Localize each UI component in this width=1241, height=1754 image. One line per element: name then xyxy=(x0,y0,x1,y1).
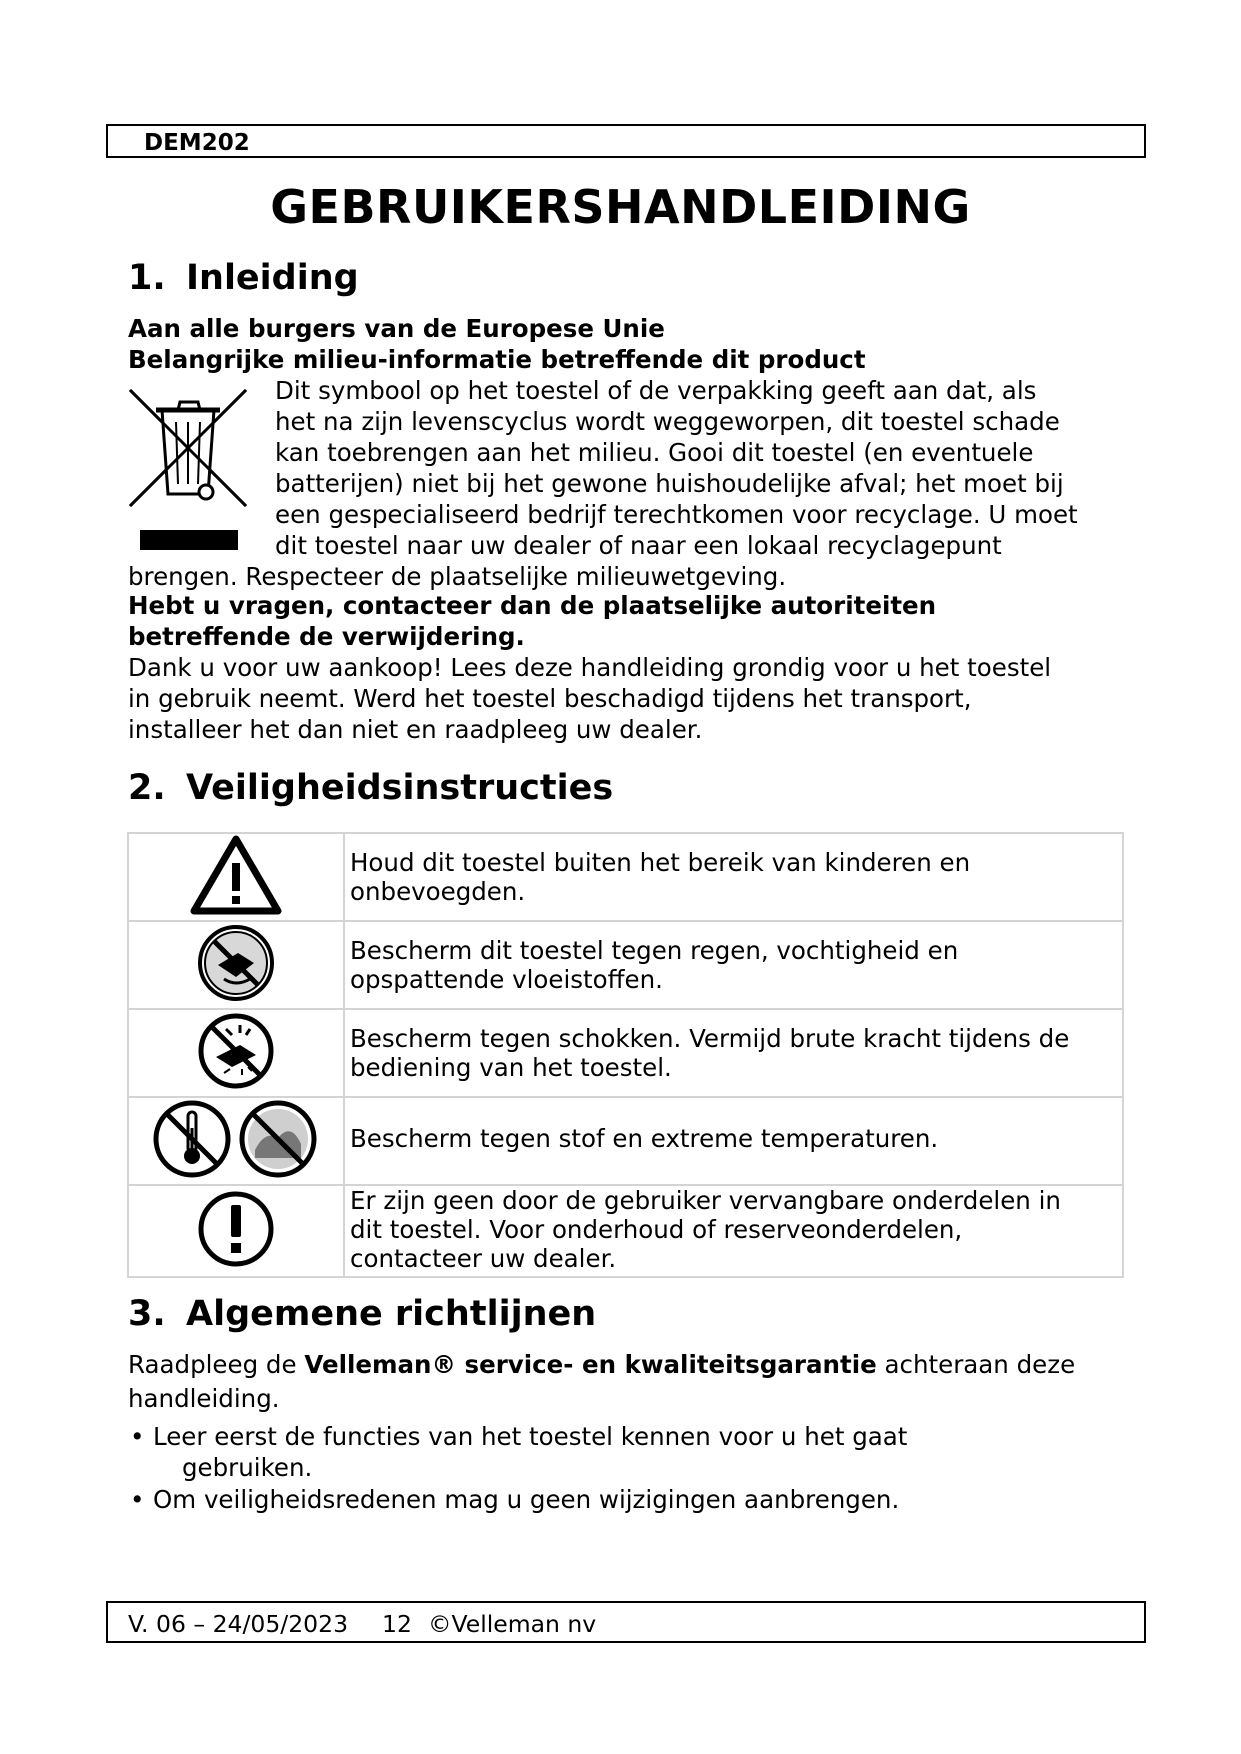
contact-text: Hebt u vragen, contacteer dan de plaatselijke autoriteiten xyxy=(128,591,937,620)
intro-text: achteraan deze xyxy=(876,1350,1076,1379)
safety-row xyxy=(128,833,1123,921)
section-title: Algemene richtlijnen xyxy=(186,1294,597,1334)
section-number: 1. xyxy=(128,258,166,298)
safety-icon-cell xyxy=(128,921,344,1009)
section-number: 3. xyxy=(128,1294,166,1334)
weee-text-tail: brengen. Respecteer de plaatselijke milieuwetgeving. xyxy=(128,562,787,591)
safety-text-cell xyxy=(344,1185,1123,1277)
safety-icon-cell xyxy=(128,1009,344,1097)
footer-page-number: 12 xyxy=(382,1610,412,1638)
bullet-glyph: • xyxy=(130,1422,145,1451)
section-number: 2. xyxy=(128,768,166,808)
safety-icon-cell xyxy=(128,1097,344,1185)
header-box xyxy=(106,124,1146,158)
warning-triangle-icon xyxy=(190,835,282,915)
safety-text-cell xyxy=(344,921,1123,1009)
subheading-eu-citizens: Aan alle burgers van de Europese Unie xyxy=(128,314,665,343)
contact-text: betreffende de verwijdering. xyxy=(128,622,525,651)
safety-text-line: Bescherm tegen stof en extreme temperaturen. xyxy=(350,1124,939,1153)
safety-row xyxy=(128,1009,1123,1097)
bullet-item: Leer eerst de functies van het toestel kennen voor u het gaat xyxy=(153,1422,908,1451)
warranty-reference: Velleman® service- en kwaliteitsgarantie xyxy=(304,1350,877,1379)
weee-text-line: batterijen) niet bij het gewone huishoudelijke afval; het moet bij xyxy=(275,469,1064,498)
safety-text-line: Bescherm tegen schokken. Vermijd brute kracht tijdens de xyxy=(350,1024,1070,1053)
weee-bin-icon xyxy=(128,388,250,564)
subheading-environment: Belangrijke milieu-informatie betreffende dit product xyxy=(128,345,866,374)
section-title: Veiligheidsinstructies xyxy=(186,768,614,808)
weee-text-line: Dit symbool op het toestel of de verpakking geeft aan dat, als xyxy=(275,376,1037,405)
guidelines-intro-line2: handleiding. xyxy=(128,1384,280,1413)
safety-text-line: dit toestel. Voor onderhoud of reserveonderdelen, xyxy=(350,1215,963,1244)
bullet-glyph: • xyxy=(130,1485,145,1514)
safety-row xyxy=(128,1185,1123,1277)
section-2-heading xyxy=(128,768,613,808)
safety-text-line: opspattende vloeistoffen. xyxy=(350,965,663,994)
safety-text-line: Er zijn geen door de gebruiker vervangbare onderdelen in xyxy=(350,1186,1061,1215)
safety-text-cell xyxy=(344,833,1123,921)
section-title: Inleiding xyxy=(186,258,359,298)
model-label: DEM202 xyxy=(144,130,250,156)
safety-text-line: contacteer uw dealer. xyxy=(350,1244,617,1273)
thanks-text: installeer het dan niet en raadpleeg uw dealer. xyxy=(128,715,703,744)
safety-icon-cell xyxy=(128,1185,344,1277)
thanks-text: Dank u voor uw aankoop! Lees deze handleiding grondig voor u het toestel xyxy=(128,653,1052,682)
safety-text-line: bediening van het toestel. xyxy=(350,1053,672,1082)
safety-icon-cell xyxy=(128,833,344,921)
guidelines-intro xyxy=(128,1350,1075,1379)
safety-text-cell xyxy=(344,1097,1123,1185)
intro-text: Raadpleeg de xyxy=(128,1350,305,1379)
section-1-heading xyxy=(128,258,359,298)
footer-copyright: ©Velleman nv xyxy=(428,1610,597,1638)
document-title: GEBRUIKERSHANDLEIDING xyxy=(270,180,971,234)
no-temperature-no-dust-icon xyxy=(151,1098,321,1180)
weee-text-line: dit toestel naar uw dealer of naar een lokaal recyclagepunt xyxy=(275,531,1002,560)
safety-text-line: Bescherm dit toestel tegen regen, vochtigheid en xyxy=(350,936,959,965)
safety-row xyxy=(128,921,1123,1009)
section-3-heading xyxy=(128,1294,596,1334)
safety-text-line: onbevoegden. xyxy=(350,877,526,906)
weee-text-line: een gespecialiseerd bedrijf terechtkomen voor recyclage. U moet xyxy=(275,500,1078,529)
footer-box xyxy=(106,1601,1146,1643)
footer-version: V. 06 – 24/05/2023 xyxy=(128,1610,349,1638)
bullet-item: Om veiligheidsredenen mag u geen wijzigingen aanbrengen. xyxy=(153,1485,900,1514)
exclamation-circle-icon xyxy=(196,1189,276,1269)
thanks-text: in gebruik neemt. Werd het toestel beschadigd tijdens het transport, xyxy=(128,684,972,713)
weee-text-line: kan toebrengen aan het milieu. Gooi dit toestel (en eventuele xyxy=(275,438,1034,467)
safety-text-cell xyxy=(344,1009,1123,1097)
no-shock-icon xyxy=(196,1011,276,1091)
safety-text-line: Houd dit toestel buiten het bereik van kinderen en xyxy=(350,848,971,877)
weee-text-line: het na zijn levenscyclus wordt weggeworpen, dit toestel schade xyxy=(275,407,1060,436)
bullet-item-continuation: gebruiken. xyxy=(182,1453,313,1482)
safety-row xyxy=(128,1097,1123,1185)
no-water-icon xyxy=(196,923,276,1003)
safety-table xyxy=(127,832,1124,1278)
